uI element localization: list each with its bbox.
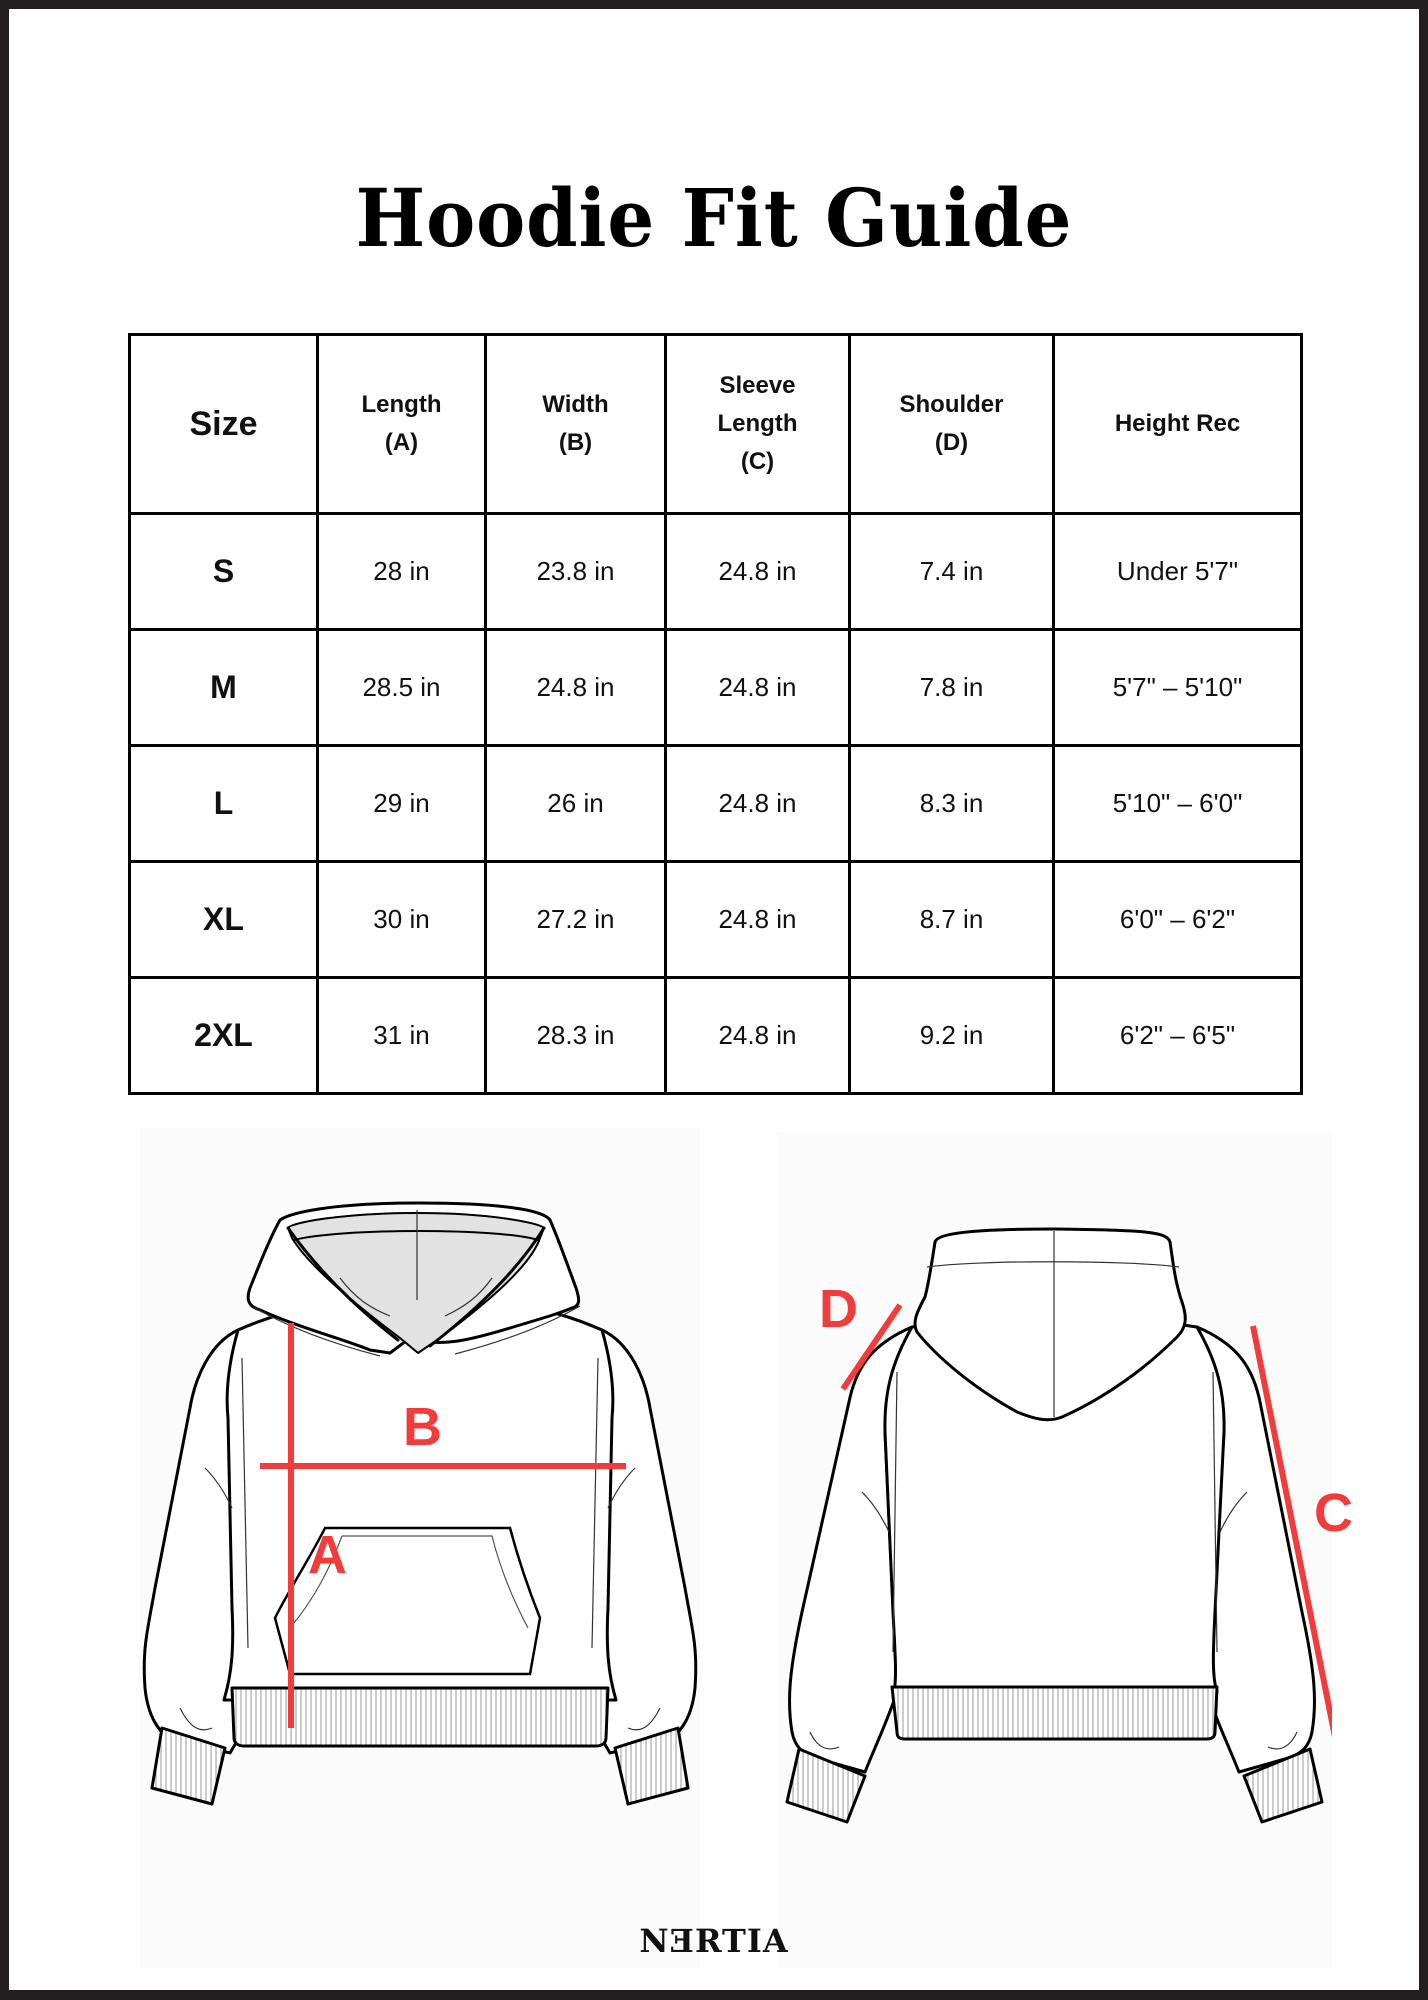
header-sleeve-length: Sleeve Length (C) — [666, 335, 850, 514]
width-cell: 26 in — [486, 746, 666, 862]
header-size: Size — [130, 335, 318, 514]
back-view-diagram — [777, 1132, 1353, 1968]
shoulder-cell: 9.2 in — [850, 978, 1054, 1094]
brand-logo: NƎRTIA — [639, 1922, 789, 1960]
length-cell: 28 in — [318, 514, 486, 630]
measurement-label-c: C — [1314, 1483, 1353, 1543]
length-cell: 28.5 in — [318, 630, 486, 746]
length-cell: 29 in — [318, 746, 486, 862]
table-row — [130, 862, 1302, 978]
table-header-row — [130, 335, 1302, 514]
sleeve-cell: 24.8 in — [666, 630, 850, 746]
header-width: Width (B) — [486, 335, 666, 514]
header-height-rec: Height Rec — [1054, 335, 1302, 514]
width-cell: 27.2 in — [486, 862, 666, 978]
size-cell: XL — [130, 862, 318, 978]
height-cell: Under 5'7" — [1054, 514, 1302, 630]
front-view-diagram — [140, 1128, 700, 1968]
measurement-label-b: B — [403, 1397, 442, 1457]
table-row — [130, 978, 1302, 1094]
table-row — [130, 514, 1302, 630]
table-row — [130, 746, 1302, 862]
width-cell: 24.8 in — [486, 630, 666, 746]
hoodie-back-illustration — [777, 1132, 1332, 1968]
shoulder-cell: 8.3 in — [850, 746, 1054, 862]
shoulder-cell: 7.8 in — [850, 630, 1054, 746]
shoulder-cell: 8.7 in — [850, 862, 1054, 978]
width-cell: 28.3 in — [486, 978, 666, 1094]
sleeve-cell: 24.8 in — [666, 746, 850, 862]
length-cell: 30 in — [318, 862, 486, 978]
measurement-label-a: A — [308, 1525, 347, 1585]
size-cell: L — [130, 746, 318, 862]
size-chart-table — [128, 333, 1303, 1095]
header-length: Length (A) — [318, 335, 486, 514]
size-cell: 2XL — [130, 978, 318, 1094]
height-cell: 6'2" – 6'5" — [1054, 978, 1302, 1094]
hoodie-front-illustration — [140, 1128, 700, 1968]
shoulder-cell: 7.4 in — [850, 514, 1054, 630]
sleeve-cell: 24.8 in — [666, 978, 850, 1094]
height-cell: 6'0" – 6'2" — [1054, 862, 1302, 978]
height-cell: 5'10" – 6'0" — [1054, 746, 1302, 862]
page-title: Hoodie Fit Guide — [355, 171, 1073, 265]
width-cell: 23.8 in — [486, 514, 666, 630]
size-cell: S — [130, 514, 318, 630]
size-cell: M — [130, 630, 318, 746]
measurement-label-d: D — [819, 1279, 858, 1339]
table-row — [130, 630, 1302, 746]
header-shoulder: Shoulder (D) — [850, 335, 1054, 514]
height-cell: 5'7" – 5'10" — [1054, 630, 1302, 746]
length-cell: 31 in — [318, 978, 486, 1094]
sleeve-cell: 24.8 in — [666, 514, 850, 630]
sleeve-cell: 24.8 in — [666, 862, 850, 978]
